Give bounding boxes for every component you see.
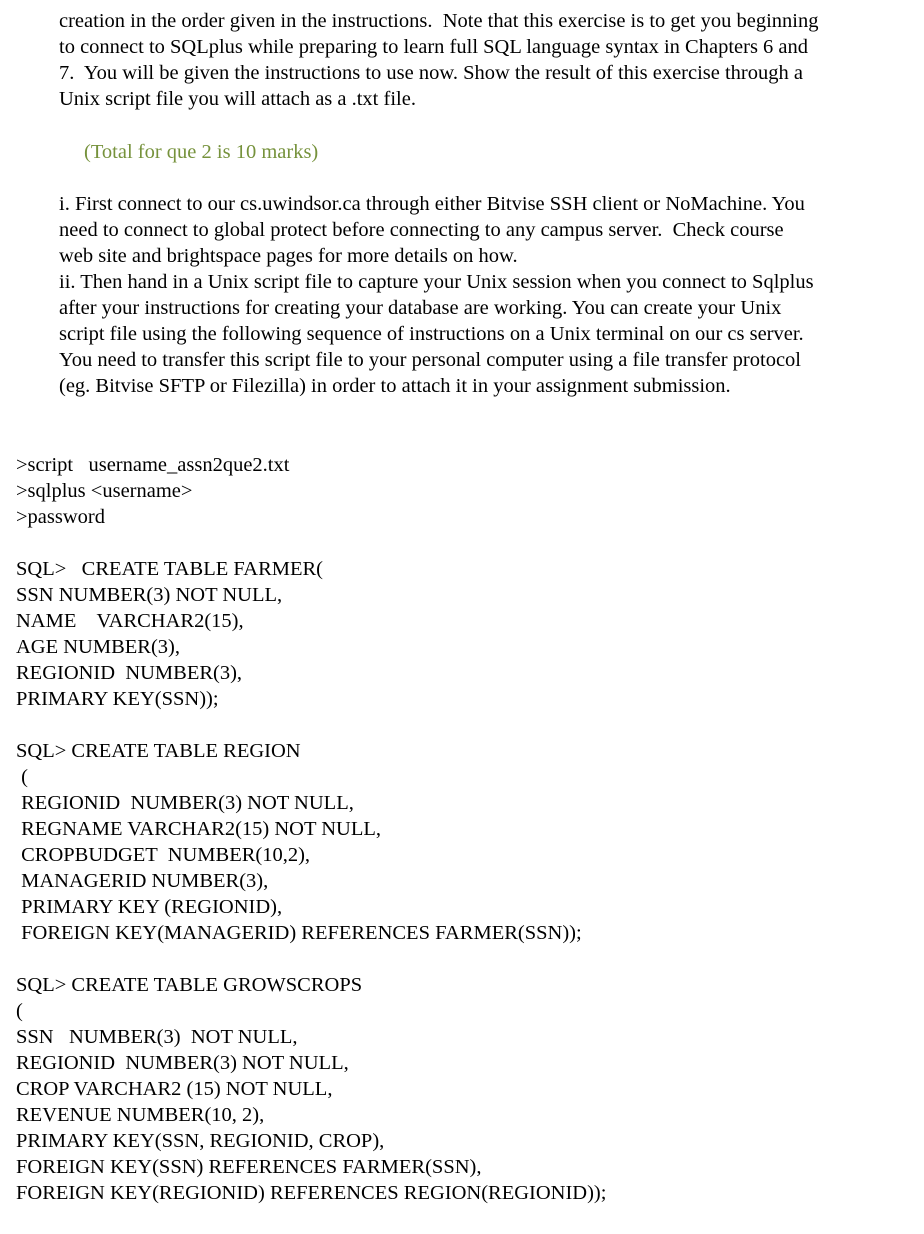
step-ii-line: (eg. Bitvise SFTP or Filezilla) in order to attach it in your assignment submission. [59,375,731,397]
step-i-paragraph [59,191,909,269]
code-line: SQL> CREATE TABLE FARMER( [16,558,323,580]
code-line [16,946,906,972]
code-line: REGIONID NUMBER(3) NOT NULL, [16,792,354,814]
step-ii-line: script file using the following sequence of instructions on a Unix terminal on our cs server. [59,323,804,345]
step-i-line: i. First connect to our cs.uwindsor.ca through either Bitvise SSH client or NoMachine. You [59,193,805,215]
code-line: SSN NUMBER(3) NOT NULL, [16,1026,298,1048]
sql-code-block [16,452,906,1206]
intro-line: to connect to SQLplus while preparing to learn full SQL language syntax in Chapters 6 and [59,36,809,58]
code-line: REGNAME VARCHAR2(15) NOT NULL, [16,818,382,840]
code-line: SQL> CREATE TABLE GROWSCROPS [16,974,363,996]
code-line: FOREIGN KEY(MANAGERID) REFERENCES FARMER(SSN)); [16,922,582,944]
code-line: PRIMARY KEY(SSN)); [16,688,219,710]
intro-line: creation in the order given in the instructions. Note that this exercise is to get you beginning [59,10,819,32]
code-line: REGIONID NUMBER(3), [16,662,243,684]
intro-line: 7. You will be given the instructions to use now. Show the result of this exercise through a [59,62,803,84]
step-ii-paragraph [59,269,909,399]
code-line: SSN NUMBER(3) NOT NULL, [16,584,283,606]
code-line: >script username_assn2que2.txt [16,454,290,476]
step-ii-line: You need to transfer this script file to your personal computer using a file transfer protocol [59,349,801,371]
step-ii-line: ii. Then hand in a Unix script file to capture your Unix session when you connect to Sqlplus [59,271,814,293]
code-line: MANAGERID NUMBER(3), [16,870,269,892]
code-line: AGE NUMBER(3), [16,636,180,658]
code-line [16,712,906,738]
code-line: PRIMARY KEY(SSN, REGIONID, CROP), [16,1130,385,1152]
code-line: ( [16,766,28,788]
step-i-line: web site and brightspace pages for more details on how. [59,245,518,267]
code-line: FOREIGN KEY(SSN) REFERENCES FARMER(SSN), [16,1156,482,1178]
code-line: >sqlplus <username> [16,480,193,502]
intro-line: Unix script file you will attach as a .txt file. [59,88,416,110]
step-i-line: need to connect to global protect before connecting to any campus server. Check course [59,219,784,241]
code-line: REVENUE NUMBER(10, 2), [16,1104,265,1126]
code-line [16,530,906,556]
code-line: FOREIGN KEY(REGIONID) REFERENCES REGION(REGIONID)); [16,1182,607,1204]
code-line: REGIONID NUMBER(3) NOT NULL, [16,1052,349,1074]
code-line: CROP VARCHAR2 (15) NOT NULL, [16,1078,333,1100]
step-ii-line: after your instructions for creating your database are working. You can create your Unix [59,297,782,319]
intro-paragraph [59,8,909,112]
code-line: >password [16,506,105,528]
code-line: SQL> CREATE TABLE REGION [16,740,301,762]
total-marks-note: (Total for que 2 is 10 marks) [84,141,319,163]
code-line: ( [16,1000,23,1022]
code-line: PRIMARY KEY (REGIONID), [16,896,283,918]
code-line: CROPBUDGET NUMBER(10,2), [16,844,311,866]
code-line: NAME VARCHAR2(15), [16,610,244,632]
